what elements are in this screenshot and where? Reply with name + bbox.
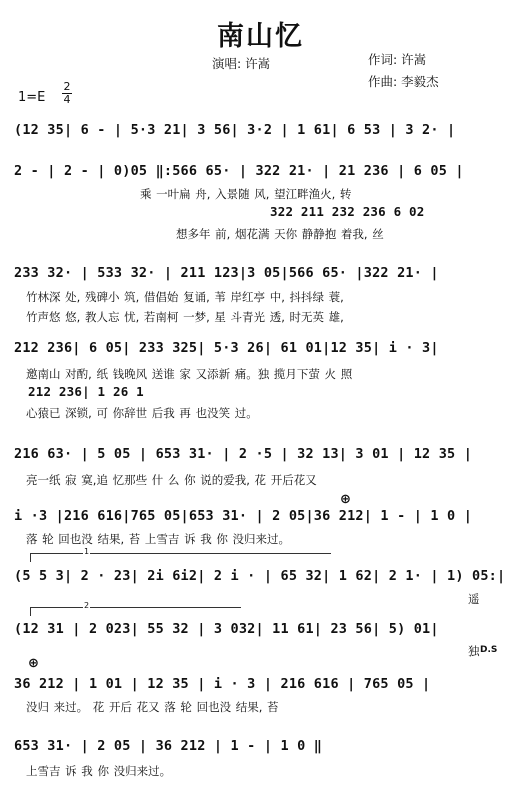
song-title: 南山忆 bbox=[217, 21, 304, 52]
coda-sign: ⊕ bbox=[340, 492, 351, 507]
music-line-3: 233 32· | 533 32· | 211 123|3 05|566 65· |322 21· | bbox=[14, 265, 439, 281]
lyric-line-3a: 竹林深 处, 残碑小 筑, 借倡始 复诵, 苇 岸红亭 中, 抖抖绿 蓑, bbox=[26, 290, 344, 304]
music-line-7: (5 5 3| 2 · 23| 2i 6i2| 2 i · | 65 32| 1 62| 2 1· | 1) 05:| bbox=[14, 568, 506, 584]
time-signature-top: 2 bbox=[63, 80, 71, 93]
singer-credit: 演唱: 许嵩 bbox=[212, 56, 271, 71]
time-signature bbox=[62, 82, 72, 105]
lyric-line-6: 落 轮 回也没 结果, 苔 上雪吉 诉 我 你 没归来过。 bbox=[26, 532, 291, 546]
coda-sign-2: ⊕ bbox=[28, 656, 39, 671]
lyric-line-5: 亮一纸 寂 寞,追 忆那些 什 么 你 说的爱我, 花 开后花又 bbox=[26, 473, 317, 487]
lyric-line-10: 上雪吉 诉 我 你 没归来过。 bbox=[26, 764, 172, 778]
music-line-4: 212 236| 6 05| 233 325| 5·3 26| 61 01|12 35| i · 3| bbox=[14, 340, 439, 356]
music-line-9: 36 212 | 1 01 | 12 35 | i · 3 | 216 616 | 765 05 | bbox=[14, 676, 431, 692]
volta-bracket-2: 2 bbox=[30, 607, 241, 616]
music-line-4-alt: 212 236| 1 26 1 bbox=[28, 384, 144, 399]
time-signature-bottom: 4 bbox=[63, 93, 71, 106]
music-line-8: (12 31 | 2 023| 55 32 | 3 032| 11 61| 23 56| 5) 01| bbox=[14, 621, 439, 637]
music-line-5: 216 63· | 5 05 | 653 31· | 2 ·5 | 32 13| 3 01 | 12 35 | bbox=[14, 446, 473, 462]
lyricist-credit: 作词: 许嵩 bbox=[368, 52, 427, 67]
lyric-line-8: 独 bbox=[468, 644, 480, 658]
music-line-1: (12 35| 6 - | 5·3 21| 3 56| 3·2 | 1 61| 6 53 | 3 2· | bbox=[14, 122, 456, 138]
key-signature: 1=E bbox=[18, 90, 46, 105]
lyric-line-2b: 想多年 前, 烟花满 天你 静静抱 着我, 丝 bbox=[176, 227, 384, 241]
dal-segno-mark: D.S bbox=[480, 645, 498, 655]
lyric-line-4a: 邀南山 对酌, 纸 钱晚风 送谁 家 又添新 痛。独 揽月下萤 火 照 bbox=[26, 367, 353, 381]
music-line-2-alt: 322 211 232 236 6 02 bbox=[270, 204, 425, 219]
music-line-6: i ·3 |216 616|765 05|653 31· | 2 05|36 212| 1 - | 1 0 | bbox=[14, 508, 473, 524]
lyric-line-2a: 乘 一叶扁 舟, 入景随 风, 望江畔渔火, 转 bbox=[140, 187, 352, 201]
lyric-line-9: 没归 来过。 花 开后 花又 落 轮 回也没 结果, 苔 bbox=[26, 700, 279, 714]
music-line-10: 653 31· | 2 05 | 36 212 | 1 - | 1 0 ‖ bbox=[14, 738, 323, 754]
lyric-line-7: 遥 bbox=[468, 592, 480, 606]
volta-bracket-1: 1 bbox=[30, 553, 331, 562]
composer-credit: 作曲: 李毅杰 bbox=[368, 74, 439, 89]
music-line-2: 2 - | 2 - | 0)05 ‖:566 65· | 322 21· | 21 236 | 6 05 | bbox=[14, 163, 464, 179]
lyric-line-4b: 心猿已 深锁, 可 你辞世 后我 再 也没笑 过。 bbox=[26, 406, 258, 420]
lyric-line-3b: 竹声悠 悠, 教人忘 忧, 若南柯 一梦, 星 斗青光 透, 时无英 雄, bbox=[26, 310, 344, 324]
